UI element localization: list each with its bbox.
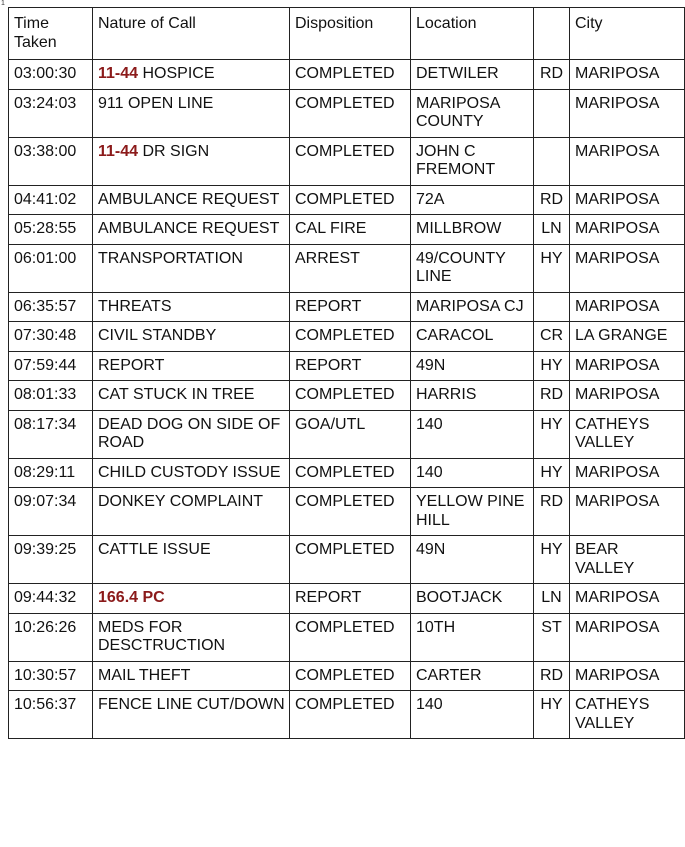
table-row <box>9 60 685 90</box>
city-cell: MARIPOSA <box>570 381 685 411</box>
disposition-cell: COMPLETED <box>290 691 411 739</box>
street-suffix-cell: CR <box>534 322 570 352</box>
time-taken-cell: 07:30:48 <box>9 322 93 352</box>
header-time-taken: Time Taken <box>9 8 93 60</box>
time-taken-cell: 04:41:02 <box>9 185 93 215</box>
table-row <box>9 292 685 322</box>
street-suffix-cell <box>534 292 570 322</box>
nature-of-call-cell <box>93 137 290 185</box>
location-cell: 140 <box>411 691 534 739</box>
call-nature-text: CAT STUCK IN TREE <box>98 386 255 403</box>
table-row <box>9 185 685 215</box>
location-cell: 49/COUNTY LINE <box>411 244 534 292</box>
street-suffix-cell: ST <box>534 613 570 661</box>
call-nature-text: MEDS FOR DESCTRUCTION <box>98 618 226 654</box>
city-cell: MARIPOSA <box>570 185 685 215</box>
time-taken-cell: 05:28:55 <box>9 215 93 245</box>
header-street-suffix <box>534 8 570 60</box>
location-cell: BOOTJACK <box>411 584 534 614</box>
table-row <box>9 488 685 536</box>
call-nature-text: DONKEY COMPLAINT <box>98 493 264 510</box>
location-cell: MARIPOSA CJ <box>411 292 534 322</box>
table-row <box>9 410 685 458</box>
street-suffix-cell: RD <box>534 488 570 536</box>
location-cell: HARRIS <box>411 381 534 411</box>
nature-of-call-cell <box>93 458 290 488</box>
city-cell: BEAR VALLEY <box>570 536 685 584</box>
call-nature-text: TRANSPORTATION <box>98 249 243 267</box>
call-nature-text: DEAD DOG ON SIDE OF ROAD <box>98 415 281 451</box>
city-cell: MARIPOSA <box>570 661 685 691</box>
city-cell: MARIPOSA <box>570 458 685 488</box>
call-code: 11-44 <box>98 142 139 160</box>
time-taken-cell: 03:38:00 <box>9 137 93 185</box>
table-row <box>9 215 685 245</box>
nature-of-call-cell <box>93 410 290 458</box>
corner-mark: 1 <box>1 0 5 7</box>
time-taken-cell: 08:17:34 <box>9 410 93 458</box>
table-row <box>9 458 685 488</box>
location-cell: YELLOW PINE HILL <box>411 488 534 536</box>
street-suffix-cell <box>534 137 570 185</box>
city-cell: MARIPOSA <box>570 244 685 292</box>
call-nature-text: MAIL THEFT <box>98 666 191 684</box>
time-taken-cell: 07:59:44 <box>9 351 93 381</box>
time-taken-cell: 10:56:37 <box>9 691 93 739</box>
table-row <box>9 381 685 411</box>
city-cell: CATHEYS VALLEY <box>570 410 685 458</box>
call-log-table <box>8 7 685 739</box>
city-cell: CATHEYS VALLEY <box>570 691 685 739</box>
call-nature-text: 911 OPEN LINE <box>98 94 214 112</box>
time-taken-cell: 09:44:32 <box>9 584 93 614</box>
time-taken-cell: 08:01:33 <box>9 381 93 411</box>
location-cell: 49N <box>411 536 534 584</box>
city-cell: MARIPOSA <box>570 137 685 185</box>
location-cell: DETWILER <box>411 60 534 90</box>
header-disposition: Disposition <box>290 8 411 60</box>
call-nature-text: CIVIL STANDBY <box>98 327 217 344</box>
city-cell: LA GRANGE <box>570 322 685 352</box>
nature-of-call-cell <box>93 322 290 352</box>
city-cell: MARIPOSA <box>570 584 685 614</box>
nature-of-call-cell <box>93 536 290 584</box>
city-cell: MARIPOSA <box>570 351 685 381</box>
street-suffix-cell: RD <box>534 381 570 411</box>
disposition-cell: REPORT <box>290 584 411 614</box>
time-taken-cell: 06:35:57 <box>9 292 93 322</box>
street-suffix-cell: RD <box>534 185 570 215</box>
location-cell: CARACOL <box>411 322 534 352</box>
street-suffix-cell: RD <box>534 60 570 90</box>
location-cell: 140 <box>411 458 534 488</box>
city-cell: MARIPOSA <box>570 613 685 661</box>
street-suffix-cell <box>534 89 570 137</box>
call-nature-text: HOSPICE <box>142 65 215 82</box>
street-suffix-cell: HY <box>534 691 570 739</box>
time-taken-cell: 03:00:30 <box>9 60 93 90</box>
disposition-cell: ARREST <box>290 244 411 292</box>
location-cell: JOHN C FREMONT <box>411 137 534 185</box>
street-suffix-cell: HY <box>534 244 570 292</box>
time-taken-cell: 08:29:11 <box>9 458 93 488</box>
disposition-cell: COMPLETED <box>290 89 411 137</box>
location-cell: 10TH <box>411 613 534 661</box>
table-row <box>9 351 685 381</box>
city-cell: MARIPOSA <box>570 89 685 137</box>
city-cell: MARIPOSA <box>570 292 685 322</box>
disposition-cell: COMPLETED <box>290 458 411 488</box>
disposition-cell: COMPLETED <box>290 661 411 691</box>
city-cell: MARIPOSA <box>570 60 685 90</box>
table-row <box>9 137 685 185</box>
location-cell: MARIPOSA COUNTY <box>411 89 534 137</box>
table-row <box>9 613 685 661</box>
time-taken-cell: 03:24:03 <box>9 89 93 137</box>
call-rows <box>9 60 685 739</box>
nature-of-call-cell <box>93 488 290 536</box>
nature-of-call-cell <box>93 584 290 614</box>
time-taken-cell: 10:30:57 <box>9 661 93 691</box>
disposition-cell: COMPLETED <box>290 488 411 536</box>
time-taken-cell: 09:07:34 <box>9 488 93 536</box>
nature-of-call-cell <box>93 661 290 691</box>
call-nature-text: REPORT <box>98 356 165 374</box>
table-row <box>9 89 685 137</box>
disposition-cell: REPORT <box>290 292 411 322</box>
time-taken-cell: 09:39:25 <box>9 536 93 584</box>
nature-of-call-cell <box>93 691 290 739</box>
disposition-cell: COMPLETED <box>290 536 411 584</box>
street-suffix-cell: LN <box>534 215 570 245</box>
call-nature-text: AMBULANCE REQUEST <box>98 190 280 208</box>
table-row <box>9 584 685 614</box>
disposition-cell: CAL FIRE <box>290 215 411 245</box>
table-row <box>9 244 685 292</box>
disposition-cell: COMPLETED <box>290 381 411 411</box>
nature-of-call-cell <box>93 244 290 292</box>
call-code: 11-44 <box>98 65 139 82</box>
call-nature-text: CATTLE ISSUE <box>98 541 211 558</box>
table-row <box>9 661 685 691</box>
nature-of-call-cell <box>93 185 290 215</box>
disposition-cell: COMPLETED <box>290 322 411 352</box>
street-suffix-cell: HY <box>534 410 570 458</box>
nature-of-call-cell <box>93 613 290 661</box>
nature-of-call-cell <box>93 60 290 90</box>
city-cell: MARIPOSA <box>570 215 685 245</box>
disposition-cell: REPORT <box>290 351 411 381</box>
call-nature-text: DR SIGN <box>142 142 210 160</box>
street-suffix-cell: HY <box>534 351 570 381</box>
nature-of-call-cell <box>93 351 290 381</box>
street-suffix-cell: RD <box>534 661 570 691</box>
location-cell: MILLBROW <box>411 215 534 245</box>
table-row <box>9 691 685 739</box>
header-location: Location <box>411 8 534 60</box>
nature-of-call-cell <box>93 215 290 245</box>
call-nature-text: THREATS <box>98 297 172 315</box>
call-code: 166.4 PC <box>98 589 165 606</box>
city-cell: MARIPOSA <box>570 488 685 536</box>
nature-of-call-cell <box>93 292 290 322</box>
location-cell: 72A <box>411 185 534 215</box>
call-nature-text: CHILD CUSTODY ISSUE <box>98 463 281 481</box>
street-suffix-cell: LN <box>534 584 570 614</box>
call-nature-text: AMBULANCE REQUEST <box>98 220 280 237</box>
nature-of-call-cell <box>93 381 290 411</box>
disposition-cell: COMPLETED <box>290 137 411 185</box>
header-nature-of-call: Nature of Call <box>93 8 290 60</box>
table-row <box>9 536 685 584</box>
disposition-cell: COMPLETED <box>290 60 411 90</box>
location-cell: 140 <box>411 410 534 458</box>
header-city: City <box>570 8 685 60</box>
location-cell: CARTER <box>411 661 534 691</box>
disposition-cell: COMPLETED <box>290 613 411 661</box>
header-row <box>9 8 685 60</box>
call-nature-text: FENCE LINE CUT/DOWN <box>98 696 285 713</box>
location-cell: 49N <box>411 351 534 381</box>
nature-of-call-cell <box>93 89 290 137</box>
disposition-cell: GOA/UTL <box>290 410 411 458</box>
time-taken-cell: 10:26:26 <box>9 613 93 661</box>
street-suffix-cell: HY <box>534 458 570 488</box>
table-row <box>9 322 685 352</box>
disposition-cell: COMPLETED <box>290 185 411 215</box>
street-suffix-cell: HY <box>534 536 570 584</box>
time-taken-cell: 06:01:00 <box>9 244 93 292</box>
